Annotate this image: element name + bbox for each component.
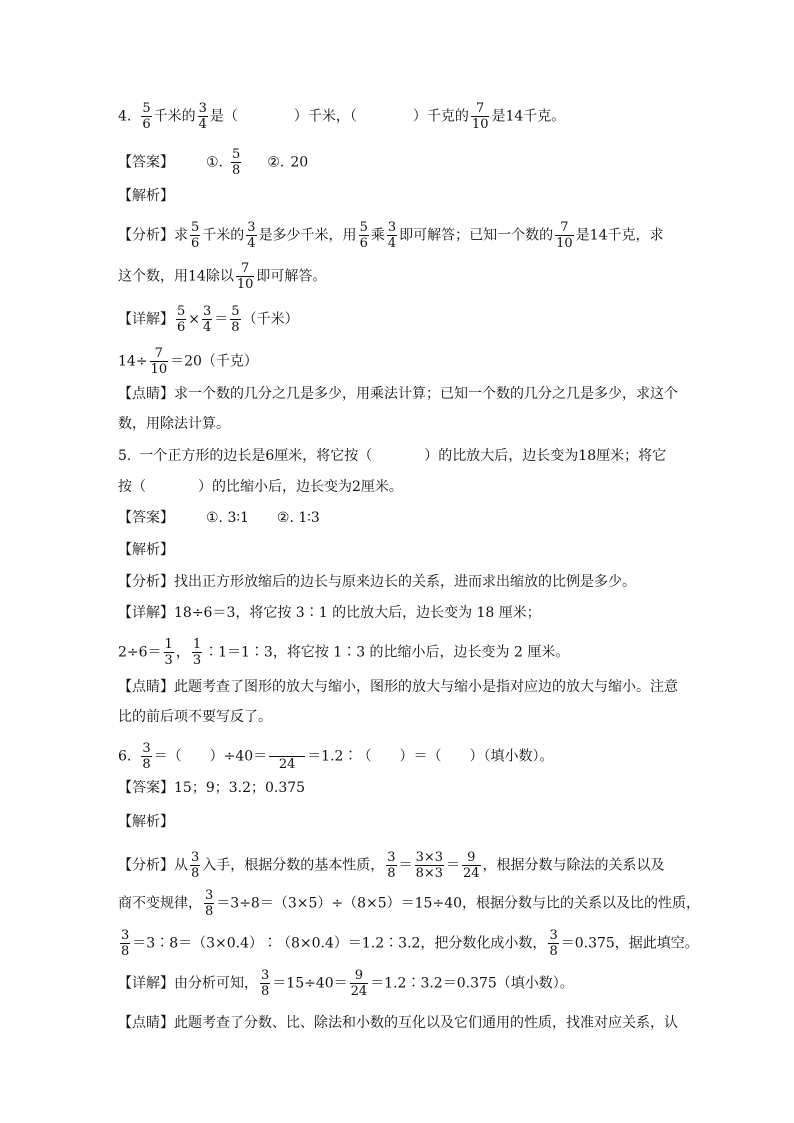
q4-question: 4. $\frac{5}{6}$ 千米的 $\frac{3}{4}$ 是（ ）千米，（ ）千克的 $\frac{7}{10}$ 是14千克。 xyxy=(118,101,566,132)
q5-note-line2: 比的前后项不要写反了。 xyxy=(118,709,272,725)
q6-detail: 【详解】由分析可知， $\frac{3}{8}$ ＝15÷40＝ $\frac{9}{24}$ ＝1.2∶3.2＝0.375（填小数）。 xyxy=(118,968,574,999)
q4-analysis-line1: 【分析】求 $\frac{5}{6}$ 千米的 $\frac{3}{4}$ 是多少千米，用 $\frac{5}{6}$ 乘 $\frac{3}{4}$ 即可解答；已知一个数的 $\frac{7}{10}$ 是14千克，求 xyxy=(118,220,664,251)
q6-jiexi: 【解析】 xyxy=(118,814,174,830)
q6-question: 6. $\frac{3}{8}$ ＝（ ）÷40＝ 24 ＝1.2∶（ ）＝（ ）（填小数）。 xyxy=(118,741,554,772)
fraction-7-10: $\frac{7}{10}$ xyxy=(471,101,489,132)
fraction-3-4: $\frac{3}{4}$ xyxy=(198,101,207,132)
fraction-5-6: $\frac{5}{6}$ xyxy=(142,101,151,132)
q4-jiexi: 【解析】 xyxy=(118,188,174,204)
q5-answer: 【答案】 ①. 3∶1 ②. 1∶3 xyxy=(118,510,320,526)
q6-answer: 【答案】15；9；3.2；0.375 xyxy=(118,780,306,796)
q6-analysis-line3: $\frac{3}{8}$ ＝3∶8＝（3×0.4）∶（8×0.4）＝1.2∶3.2，把分数化成小数， $\frac{3}{8}$ ＝0.375，据此填空。 xyxy=(121,928,699,959)
blank-fraction: 24 xyxy=(269,741,305,772)
q5-jiexi: 【解析】 xyxy=(118,542,174,558)
q5-analysis: 【分析】找出正方形放缩后的边长与原来边长的关系，进而求出缩放的比例是多少。 xyxy=(118,574,636,590)
q4-note-line1: 【点睛】求一个数的几分之几是多少，用乘法计算；已知一个数的几分之几是多少，求这个 xyxy=(118,386,678,402)
q6-analysis-line2: 商不变规律， $\frac{3}{8}$ ＝3÷8＝（3×5）÷（8×5）＝15÷40，根据分数与比的关系以及比的性质， xyxy=(118,888,701,919)
q5-question-line2: 按（ ）的比缩小后，边长变为2厘米。 xyxy=(118,479,403,495)
q5-note-line1: 【点睛】此题考查了图形的放大与缩小，图形的放大与缩小是指对应边的放大与缩小。注意 xyxy=(118,679,678,695)
fraction-5-8: $\frac{5}{8}$ xyxy=(232,147,241,178)
question-number: 4. xyxy=(118,108,132,125)
answer-label: 【答案】 xyxy=(118,154,174,171)
q6-analysis-line1: 【分析】从 $\frac{3}{8}$ 入手，根据分数的基本性质， $\frac{3}{8}$ ＝ $\frac{3\times 3}{8\times 3}$ ＝ $\frac{9}{24}$ ，根据分数与除法的关系以及 xyxy=(118,850,665,881)
q5-detail-line1: 【详解】18÷6＝3，将它按 3∶1 的比放大后，边长变为 18 厘米； xyxy=(118,605,541,621)
q6-note: 【点睛】此题考查了分数、比、除法和小数的互化以及它们通用的性质，找准对应关系，认 xyxy=(118,1015,678,1031)
q5-detail-line2: 2÷6＝ $\frac{1}{3}$ ， $\frac{1}{3}$ ∶1＝1∶3，将它按 1∶3 的比缩小后，边长变为 2 厘米。 xyxy=(118,637,570,668)
q4-answer: 【答案】 ①. $\frac{5}{8}$ ②. 20 xyxy=(118,147,309,178)
q5-question-line1: 5. 一个正方形的边长是6厘米，将它按（ ）的比放大后，边长变为18厘米；将它 xyxy=(118,448,667,464)
q4-detail-line2: 14÷ $\frac{7}{10}$ ＝20（千克） xyxy=(118,346,258,377)
q4-analysis-line2: 这个数，用14除以 $\frac{7}{10}$ 即可解答。 xyxy=(118,261,327,292)
q4-detail-line1: 【详解】 $\frac{5}{6}$ × $\frac{3}{4}$ ＝ $\frac{5}{8}$ （千米） xyxy=(118,304,299,335)
q4-note-line2: 数，用除法计算。 xyxy=(118,416,230,432)
